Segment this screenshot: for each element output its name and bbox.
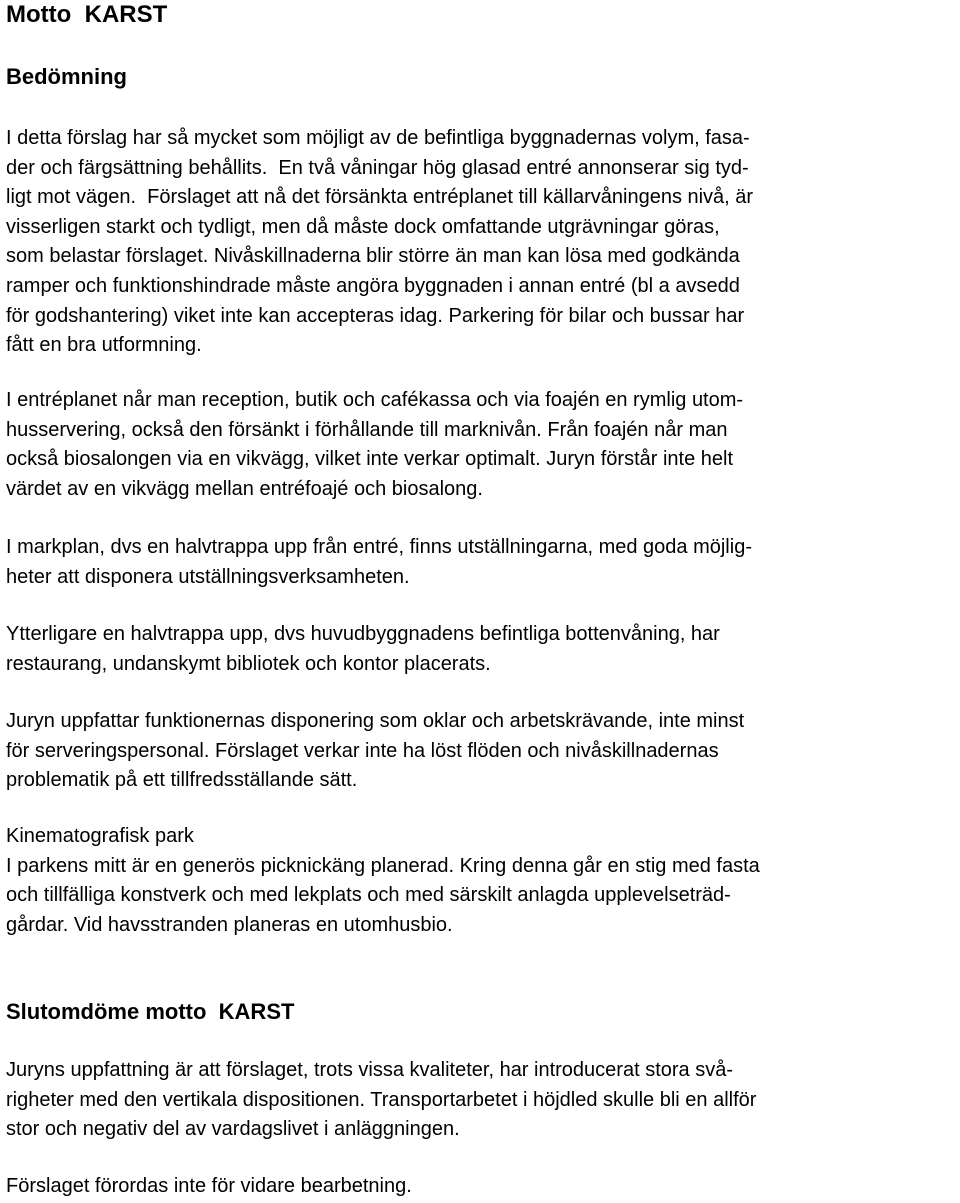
paragraph-line: värdet av en vikvägg mellan entréfoajé och biosalong. [6, 477, 483, 500]
paragraph-5 [6, 707, 744, 796]
paragraph-line: också biosalongen via en vikvägg, vilket inte verkar optimalt. Juryn förstår inte helt [6, 448, 734, 471]
paragraph-3 [6, 533, 752, 592]
paragraph-8 [6, 1172, 412, 1202]
paragraph-line: heter att disponera utställningsverksamheten. [6, 565, 410, 588]
paragraph-line: I detta förslag har så mycket som möjligt av de befintliga byggnadernas volym, fasa- [6, 127, 750, 149]
paragraph-line: husservering, också den försänkt i förhållande till marknivån. Från foajén når man [6, 418, 728, 441]
paragraph-7 [6, 1056, 756, 1145]
paragraph-6 [6, 822, 760, 940]
paragraph-4 [6, 620, 720, 679]
subheading-kinematografisk-park: Kinematografisk park [6, 825, 194, 847]
paragraph-line: der och färgsättning behållits. En två våningar hög glasad entré annonserar sig tyd- [6, 156, 749, 179]
paragraph-line: Förslaget förordas inte för vidare bearbetning. [6, 1175, 412, 1197]
paragraph-line: och tillfälliga konstverk och med lekplats och med särskilt anlagda upplevelseträd- [6, 884, 731, 907]
paragraph-line: I parkens mitt är en generös picknickäng planerad. Kring denna går en stig med fasta [6, 854, 760, 877]
paragraph-line: righeter med den vertikala dispositionen. Transportarbetet i höjdled skulle bli en allför [6, 1088, 757, 1111]
paragraph-line: Juryn uppfattar funktionernas disponering som oklar och arbetskrävande, inte minst [6, 710, 745, 732]
paragraph-line: visserligen starkt och tydligt, men då måste dock omfattande utgrävningar göras, [6, 215, 720, 238]
paragraph-line: restaurang, undanskymt bibliotek och kontor placerats. [6, 652, 491, 675]
section-heading-bedomning: Bedömning [6, 64, 127, 89]
paragraph-2 [6, 386, 743, 504]
section-heading-slutomdome: Slutomdöme motto KARST [6, 999, 295, 1024]
paragraph-line: stor och negativ del av vardagslivet i anläggningen. [6, 1118, 460, 1141]
paragraph-line: som belastar förslaget. Nivåskillnaderna blir större än man kan lösa med godkända [6, 245, 740, 268]
document-title: Motto KARST [6, 1, 168, 28]
paragraph-line: för serveringspersonal. Förslaget verkar inte ha löst flöden och nivåskillnadernas [6, 739, 719, 762]
paragraph-line: I markplan, dvs en halvtrappa upp från entré, finns utställningarna, med goda möjlig- [6, 536, 752, 558]
paragraph-line: problematik på ett tillfredsställande sätt. [6, 769, 358, 792]
paragraph-line: Juryns uppfattning är att förslaget, trots vissa kvaliteter, har introducerat stora svå- [6, 1059, 734, 1081]
paragraph-line: gårdar. Vid havsstranden planeras en utomhusbio. [6, 913, 453, 936]
paragraph-line: I entréplanet når man reception, butik och cafékassa och via foajén en rymlig utom- [6, 389, 744, 411]
paragraph-line: fått en bra utformning. [6, 334, 202, 357]
paragraph-line: Ytterligare en halvtrappa upp, dvs huvudbyggnadens befintliga bottenvåning, har [6, 623, 720, 645]
paragraph-line: för godshantering) viket inte kan accepteras idag. Parkering för bilar och bussar har [6, 304, 745, 327]
paragraph-line: ramper och funktionshindrade måste angöra byggnaden i annan entré (bl a avsedd [6, 274, 740, 297]
paragraph-1 [6, 124, 753, 361]
paragraph-line: ligt mot vägen. Förslaget att nå det försänkta entréplanet till källarvåningens nivå, är [6, 186, 754, 209]
